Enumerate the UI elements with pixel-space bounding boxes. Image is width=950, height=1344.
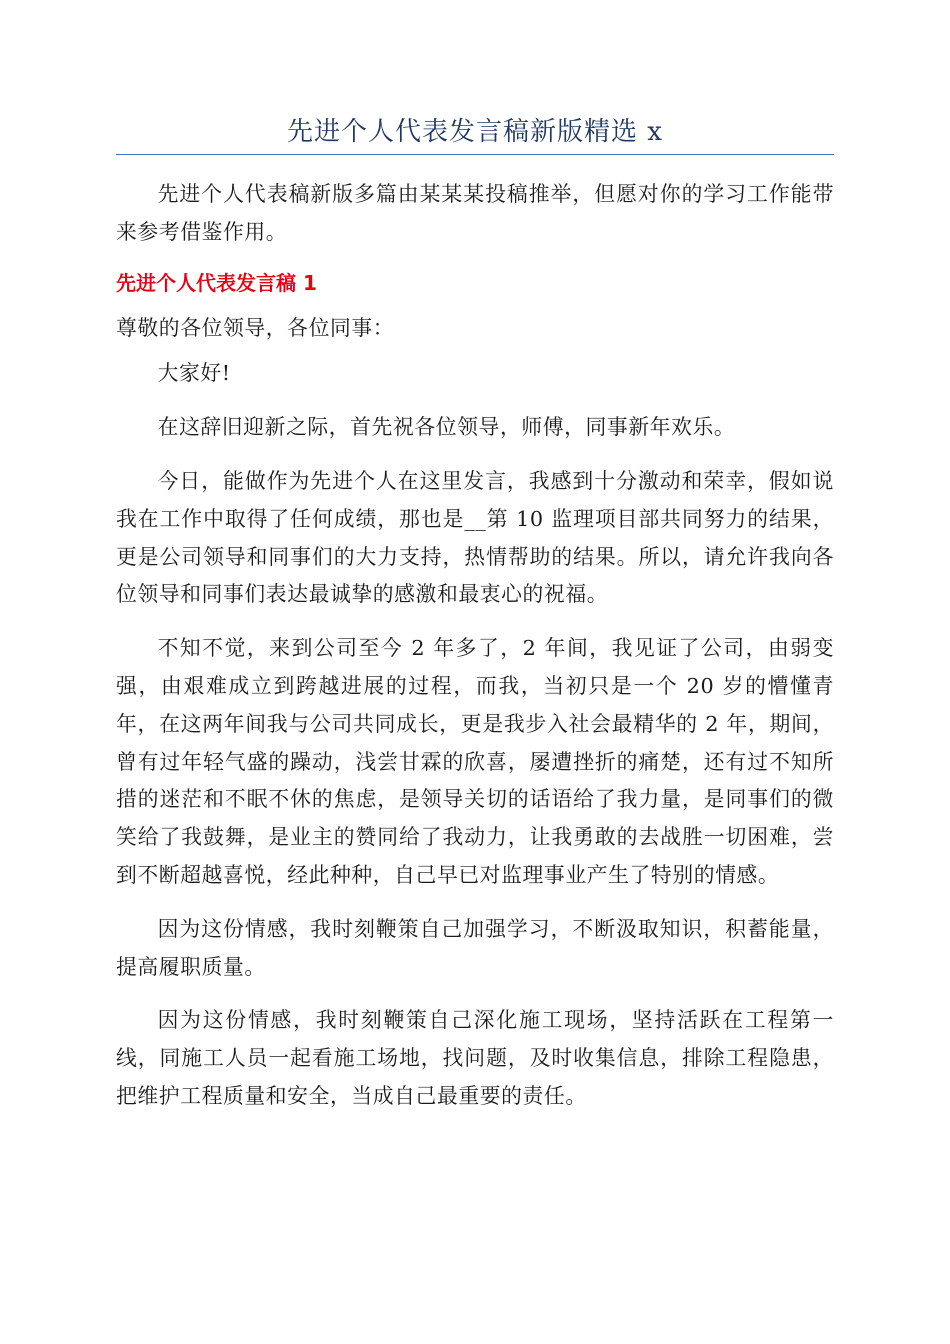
paragraph-site-work: 因为这份情感，我时刻鞭策自己深化施工现场，坚持活跃在工程第一线，同施工人员一起看施工场地，找问题，及时收集信息，排除工程隐患，把维护工程质量和安全，当成自己最重要的责任。 xyxy=(116,1008,834,1108)
title-underline xyxy=(116,154,834,155)
intro-paragraph: 先进个人代表稿新版多篇由某某某投稿推举，但愿对你的学习工作能带来参考借鉴作用。 xyxy=(116,182,834,244)
paragraph-growth: 不知不觉，来到公司至今 2 年多了，2 年间，我见证了公司，由弱变强，由艰难成立到跨越进展的过程，而我，当初只是一个 20 岁的懵懂青年，在这两年间我与公司共同成长，更是我步入社会最精华的 2 年，期间，曾有过年轻气盛的躁动，浅尝甘霖的欣喜，屡遭挫折的痛楚，还有过不知所措的迷茫和不眠不休的焦虑，是领导关切的话语给了我力量，是同事们的微笑给了我鼓舞，是业主的赞同给了我动力，让我勇敢的去战胜一切困难，尝到不断超越喜悦，经此种种，自己早已对监理事业产生了特别的情感。 xyxy=(116,636,834,887)
paragraph-gratitude: 今日，能做作为先进个人在这里发言，我感到十分激动和荣幸，假如说我在工作中取得了任何成绩，那也是__第 10 监理项目部共同努力的结果，更是公司领导和同事们的大力支持，热情帮助的结果。所以，请允许我向各位领导和同事们表达最诚挚的感激和最衷心的祝福。 xyxy=(116,468,834,607)
document-body xyxy=(116,176,834,1132)
paragraph-greeting: 大家好! xyxy=(157,361,231,386)
section-heading: 先进个人代表发言稿 1 xyxy=(116,270,317,295)
document-title: 先进个人代表发言稿新版精选 x xyxy=(287,117,663,147)
paragraph-learning: 因为这份情感，我时刻鞭策自己加强学习，不断汲取知识，积蓄能量，提高履职质量。 xyxy=(116,916,834,979)
paragraph-new-year-wish: 在这辞旧迎新之际，首先祝各位领导，师傅，同事新年欢乐。 xyxy=(157,415,736,440)
salutation: 尊敬的各位领导，各位同事： xyxy=(116,315,395,340)
